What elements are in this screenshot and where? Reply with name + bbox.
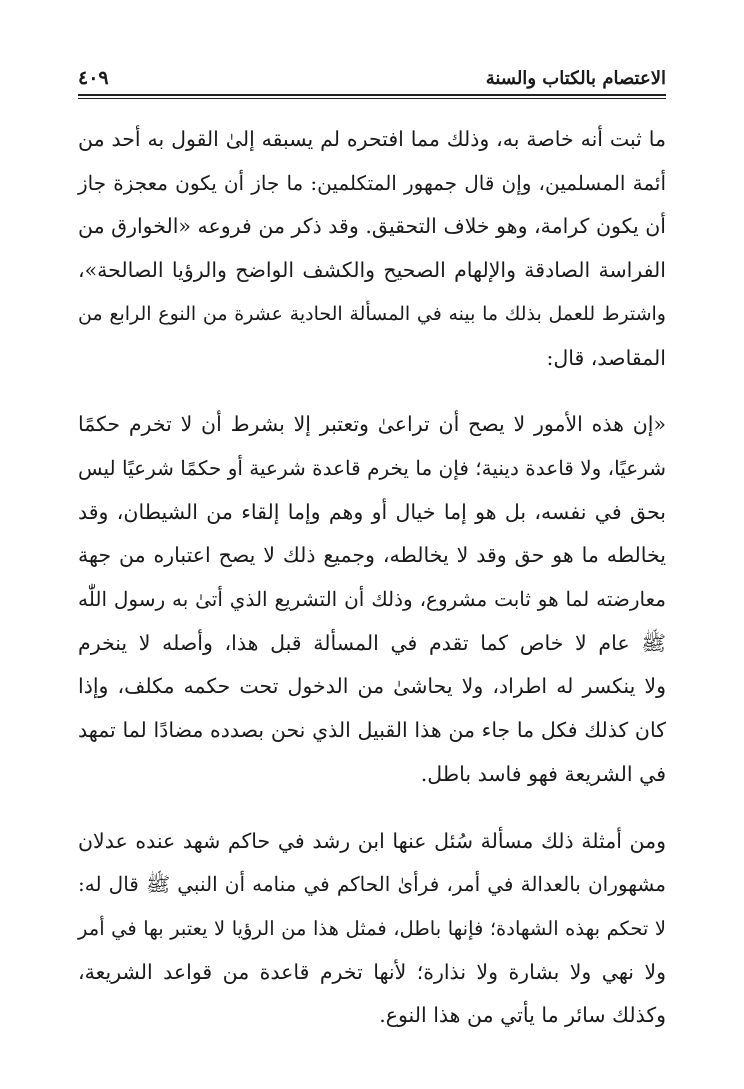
text-line: المقاصد، قال:	[546, 345, 666, 370]
text-line: يخالطه ما هو حق وقد لا يخالطه، وجميع ذلك لا يصح اعتباره من جهة	[78, 543, 666, 568]
text-line: واشترط للعمل بذلك ما بينه في المسألة الحادية عشرة من النوع الرابع من	[78, 302, 666, 325]
page-header	[78, 56, 666, 88]
paragraph-2-quotation	[78, 403, 666, 796]
text-line: الفراسة الصادقة والإلهام الصحيح والكشف الواضح والرؤيا الصالحة»،	[78, 258, 666, 283]
text-line: معارضته لما هو ثابت مشروع، وذلك أن التشريع الذي أتىٰ به رسول اللّٰه	[78, 587, 666, 612]
text-line: في الشريعة فهو فاسد باطل.	[420, 761, 666, 786]
text-line: أئمة المسلمين، وإن قال جمهور المتكلمين: ما جاز أن يكون معجزة جاز	[78, 170, 666, 195]
text-line: كان كذلك فكل ما جاء من هذا القبيل الذي نحن بصدده مضادًا لما تمهد	[78, 718, 666, 743]
paragraph-1	[78, 118, 666, 380]
text-line: ومن أمثلة ذلك مسألة سُئل عنها ابن رشد في حاكم شهد عنده عدلان	[78, 828, 666, 853]
paragraph-3	[78, 820, 666, 1039]
text-line: «إن هذه الأمور لا يصح أن تراعىٰ وتعتبر إلا بشرط أن لا تخرم حكمًا	[78, 412, 666, 437]
text-line: بحق في نفسه، بل هو إما خيال أو وهم وإما إلقاء من الشيطان، وقد	[78, 499, 666, 524]
text-line: مشهوران بالعدالة في أمر، فرأىٰ الحاكم في منامه أن النبي ﷺ قال له:	[78, 872, 666, 897]
running-head-title: الاعتصام بالكتاب والسنة	[485, 68, 666, 89]
text-line: ﷺ عام لا خاص كما تقدم في المسألة قبل هذا، وأصله لا ينخرم	[78, 630, 666, 655]
page-number: ٤٠٩	[78, 67, 109, 89]
text-line: لا تحكم بهذه الشهادة؛ فإنها باطل، فمثل هذا من الرؤيا لا يعتبر بها في أمر	[78, 916, 666, 940]
text-line: أن يكون كرامة، وهو خلاف التحقيق. وقد ذكر من فروعه «الخوارق من	[78, 214, 666, 239]
header-double-rule	[78, 94, 666, 99]
text-line: وكذلك سائر ما يأتي من هذا النوع.	[379, 1003, 666, 1028]
text-line: ما ثبت أنه خاصة به، وذلك مما افتحره لم يسبقه إلىٰ القول به أحد من	[78, 127, 666, 151]
text-line: ولا نهي ولا بشارة ولا نذارة؛ لأنها تخرم قاعدة من قواعد الشريعة،	[78, 959, 666, 984]
page-body	[78, 118, 666, 1061]
text-line: ولا ينكسر له اطراد، ولا يحاشىٰ من الدخول تحت حكمه مكلف، وإذا	[78, 674, 666, 699]
text-line: شرعيًا، ولا قاعدة دينية؛ فإن ما يخرم قاعدة شرعية أو حكمًا شرعيًا ليس	[78, 455, 666, 480]
